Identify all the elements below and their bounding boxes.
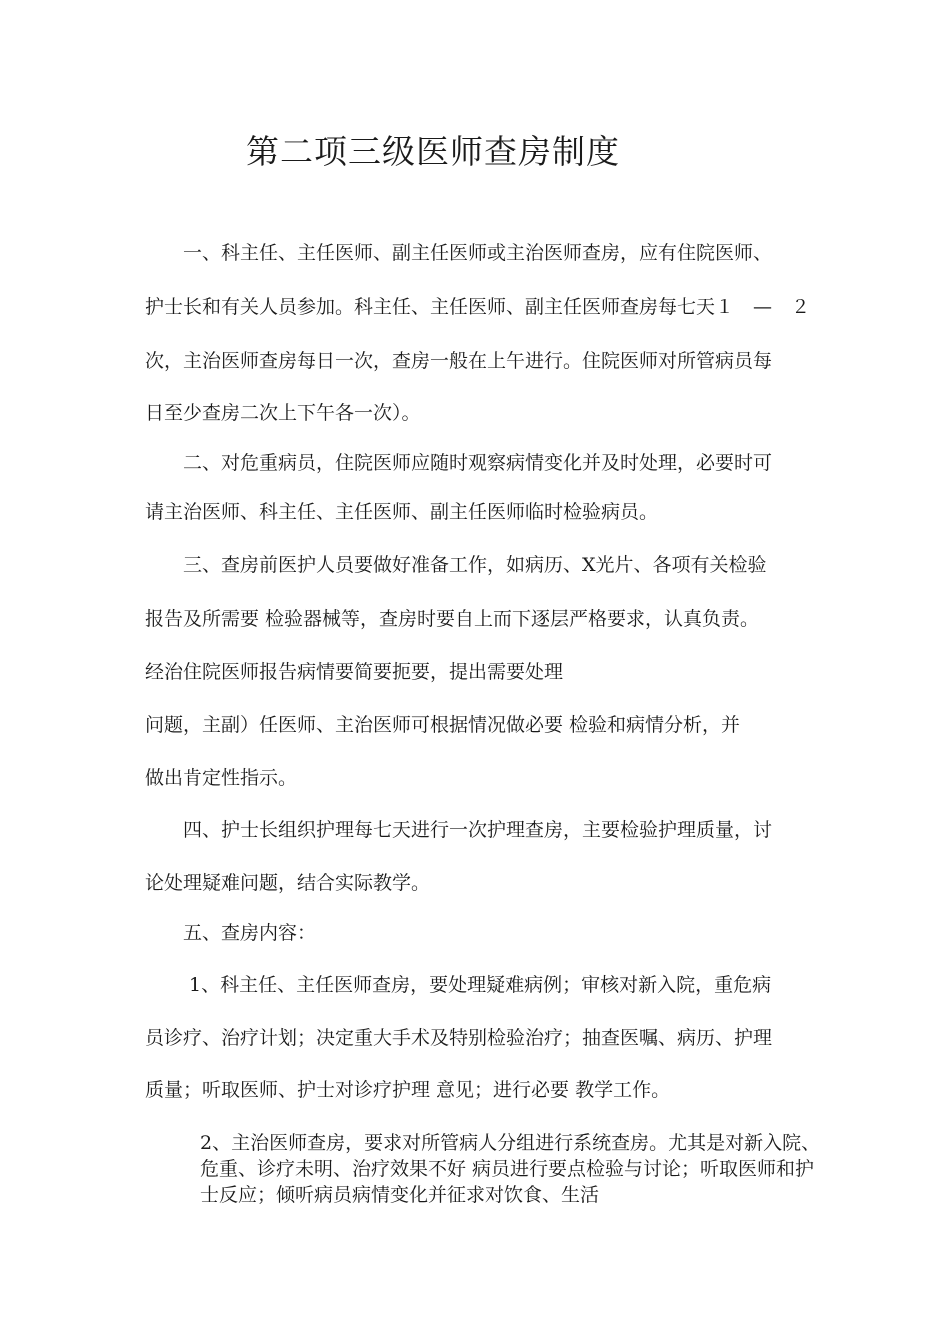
body-line: 二、对危重病员，住院医师应随时观察病情变化并及时处理，必要时可 [145, 452, 773, 474]
body-line: 一、科主任、主任医师、副主任医师或主治医师查房，应有住院医师、 [145, 242, 773, 264]
body-line: 五、查房内容： [145, 922, 317, 944]
body-line: 经治住院医师报告病情要简要扼要，提出需要处理 [145, 661, 564, 683]
body-line: 请主治医师、科主任、主任医师、副主任医师临时检验病员。 [145, 501, 659, 523]
body-line: 质量；听取医师、护士对诊疗护理 意见；进行必要 教学工作。 [145, 1079, 671, 1101]
document-title: 第二项三级医师查房制度 [246, 132, 620, 171]
body-line: 报告及所需要 检验器械等，查房时要自上而下逐层严格要求，认真负责。 [145, 608, 760, 630]
body-line: 四、护士长组织护理每七天进行一次护理查房，主要检验护理质量，讨 [145, 819, 773, 841]
body-line: 员诊疗、治疗计划；决定重大手术及特别检验治疗；抽查医嘱、病历、护理 [145, 1027, 773, 1049]
body-line: 做出肯定性指示。 [145, 767, 298, 789]
body-line: 问题，主副）任医师、主治医师可根据情况做必要 检验和病情分析，并 [145, 714, 741, 736]
body-line: 日至少查房二次上下午各一次）。 [145, 402, 421, 424]
body-line: 三、查房前医护人员要做好准备工作，如病历、X光片、各项有关检验 [145, 554, 767, 576]
body-paragraph: 2、主治医师查房，要求对所管病人分组进行系统查房。尤其是对新入院、危重、诊疗未明、治疗效果不好 病员进行要点检验与讨论；听取医师和护士反应；倾听病员病情变化并征求对饮食、生活 [200, 1132, 821, 1206]
body-line: 次，主治医师查房每日一次，查房一般在上午进行。住院医师对所管病员每 [145, 350, 773, 372]
body-line: 护士长和有关人员参加。科主任、主任医师、副主任医师查房每七天１ — ２ [145, 296, 811, 318]
body-line: 论处理疑难问题，结合实际教学。 [145, 872, 431, 894]
body-line: 1、科主任、主任医师查房，要处理疑难病例；审核对新入院，重危病 [145, 974, 772, 996]
